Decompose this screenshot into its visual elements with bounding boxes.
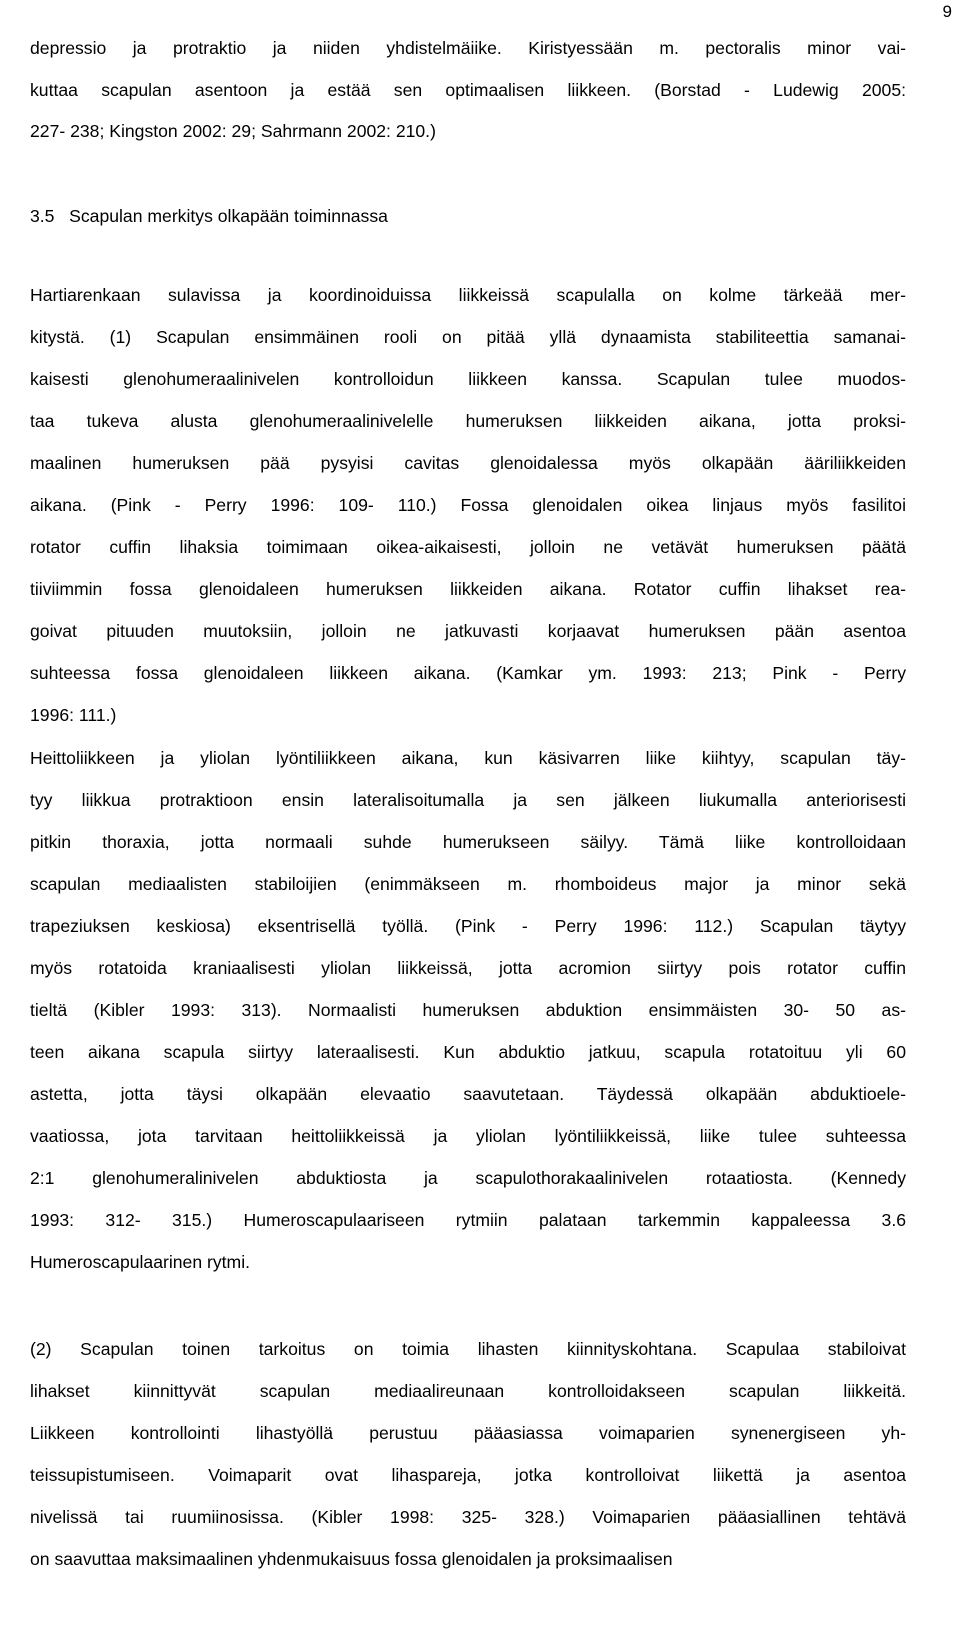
text-line: goivat pituuden muutoksiin, jolloin ne jatkuvasti korjaavat humeruksen pään asentoa — [30, 621, 906, 641]
text-line: tiiviimmin fossa glenoidaleen humeruksen liikkeiden aikana. Rotator cuffin lihakset rea- — [30, 579, 906, 599]
text-line: lihakset kiinnittyvät scapulan mediaalireunaan kontrolloidakseen scapulan liikkeitä. — [30, 1381, 906, 1401]
page-number: 9 — [942, 2, 952, 21]
text-line: 1993: 312- 315.) Humeroscapulaariseen rytmiin palataan tarkemmin kappaleessa 3.6 — [30, 1210, 906, 1230]
text-line: teissupistumiseen. Voimaparit ovat lihaspareja, jotka kontrolloivat liikettä ja asentoa — [30, 1465, 906, 1485]
text-line: Humeroscapulaarinen rytmi. — [30, 1252, 251, 1272]
text-line: nivelissä tai ruumiinosissa. (Kibler 1998: 325- 328.) Voimaparien pääasiallinen tehtävä — [30, 1507, 906, 1527]
text-line: suhteessa fossa glenoidaleen liikkeen aikana. (Kamkar ym. 1993: 213; Pink - Perry — [30, 663, 906, 683]
text-line: trapeziuksen keskiosa) eksentrisellä työllä. (Pink - Perry 1996: 112.) Scapulan täytyy — [30, 916, 906, 936]
text-line: depressio ja protraktio ja niiden yhdistelmäiike. Kiristyessään m. pectoralis minor vai- — [30, 38, 906, 58]
text-line: aikana. (Pink - Perry 1996: 109- 110.) Fossa glenoidalen oikea linjaus myös fasilitoi — [30, 495, 906, 515]
text-line: tyy liikkua protraktioon ensin lateralisoitumalla ja sen jälkeen liukumalla anteriorisesti — [30, 790, 906, 810]
section-heading: 3.5 Scapulan merkitys olkapään toiminnassa — [30, 206, 388, 226]
text-line: astetta, jotta täysi olkapään elevaatio saavutetaan. Täydessä olkapään abduktioele- — [30, 1084, 906, 1104]
text-line: on saavuttaa maksimaalinen yhdenmukaisuus fossa glenoidalen ja proksimaalisen — [30, 1549, 673, 1569]
text-line: kitystä. (1) Scapulan ensimmäinen rooli on pitää yllä dynaamista stabiliteettia samanai- — [30, 327, 906, 347]
text-line: 1996: 111.) — [30, 705, 117, 725]
text-line: rotator cuffin lihaksia toimimaan oikea-aikaisesti, jolloin ne vetävät humeruksen päätä — [30, 537, 906, 557]
text-line: teen aikana scapula siirtyy lateraalisesti. Kun abduktio jatkuu, scapula rotatoituu yli 60 — [30, 1042, 906, 1062]
text-line: maalinen humeruksen pää pysyisi cavitas glenoidalessa myös olkapään ääriliikkeiden — [30, 453, 906, 473]
text-line: myös rotatoida kraniaalisesti yliolan liikkeissä, jotta acromion siirtyy pois rotator cuffin — [30, 958, 906, 978]
text-line: vaatiossa, jota tarvitaan heittoliikkeissä ja yliolan lyöntiliikkeissä, liike tulee suhteessa — [30, 1126, 906, 1146]
text-line: Liikkeen kontrollointi lihastyöllä perustuu pääasiassa voimaparien synenergiseen yh- — [30, 1423, 906, 1443]
text-line: kuttaa scapulan asentoon ja estää sen optimaalisen liikkeen. (Borstad - Ludewig 2005: — [30, 79, 906, 100]
text-line: (2) Scapulan toinen tarkoitus on toimia lihasten kiinnityskohtana. Scapulaa stabiloivat — [30, 1339, 906, 1359]
text-line: tieltä (Kibler 1993: 313). Normaalisti humeruksen abduktion ensimmäisten 30- 50 as- — [30, 1000, 906, 1020]
text-line: taa tukeva alusta glenohumeraalinivelelle humeruksen liikkeiden aikana, jotta proksi- — [30, 411, 906, 431]
text-line: pitkin thoraxia, jotta normaali suhde humerukseen säilyy. Tämä liike kontrolloidaan — [30, 832, 906, 852]
text-line: Hartiarenkaan sulavissa ja koordinoiduissa liikkeissä scapulalla on kolme tärkeää mer- — [30, 285, 906, 305]
text-line: 227- 238; Kingston 2002: 29; Sahrmann 2002: 210.) — [30, 121, 436, 141]
text-line: 2:1 glenohumeralinivelen abduktiosta ja scapulothorakaalinivelen rotaatiosta. (Kennedy — [30, 1168, 906, 1188]
text-line: Heittoliikkeen ja yliolan lyöntiliikkeen aikana, kun käsivarren liike kiihtyy, scapulan täy- — [30, 748, 906, 768]
text-line: scapulan mediaalisten stabiloijien (enimmäkseen m. rhomboideus major ja minor sekä — [30, 874, 906, 894]
text-line: kaisesti glenohumeraalinivelen kontrolloidun liikkeen kanssa. Scapulan tulee muodos- — [30, 369, 906, 389]
